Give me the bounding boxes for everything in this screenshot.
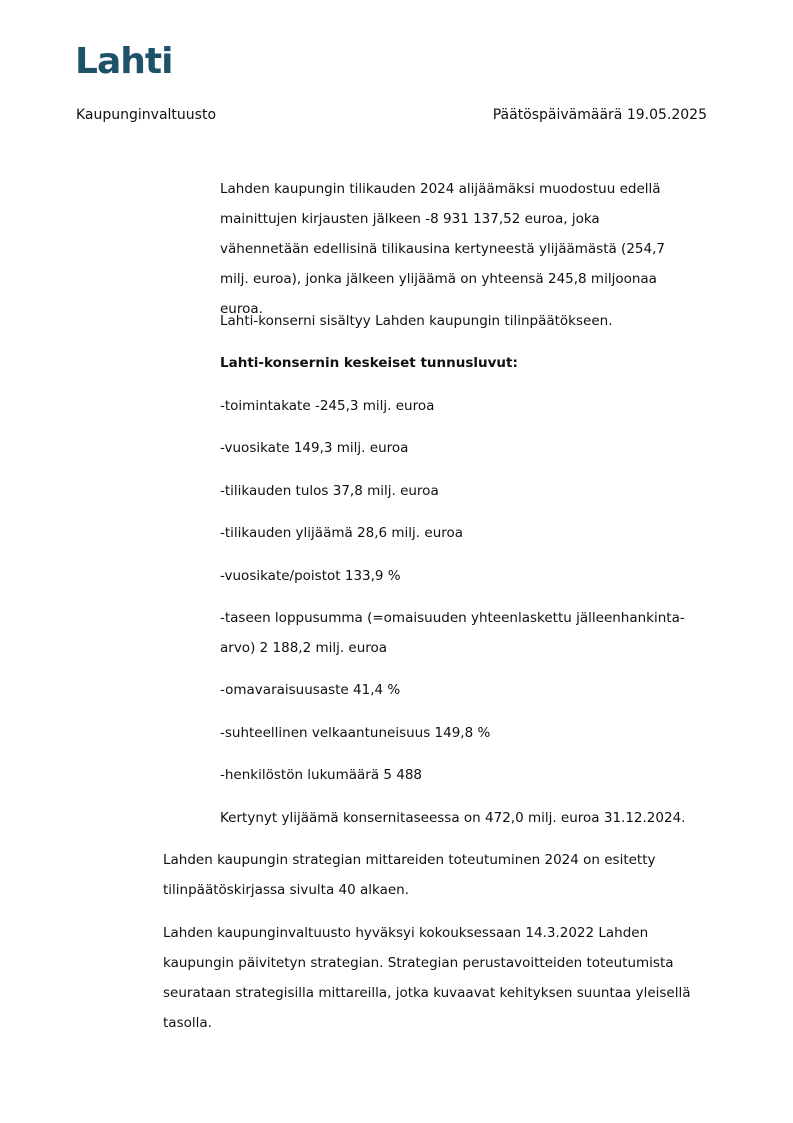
key-figures-heading-block xyxy=(220,348,720,378)
strategy-paragraph-1 xyxy=(163,845,663,905)
key-figure-margin-depreciation: -vuosikate/poistot 133,9 % xyxy=(220,568,401,584)
key-figure-balance-total: -taseen loppusumma (=omaisuuden yhteenlaskettu jälleenhankinta-arvo) 2 188,2 milj. euroa xyxy=(220,610,685,656)
accumulated-surplus-block xyxy=(220,803,720,833)
key-figure-surplus: -tilikauden ylijäämä 28,6 milj. euroa xyxy=(220,525,464,541)
key-figure-result: -tilikauden tulos 37,8 milj. euroa xyxy=(220,483,439,499)
deficit-paragraph xyxy=(220,174,690,324)
decision-date: Päätöspäivämäärä 19.05.2025 xyxy=(492,107,707,123)
key-figure-relative-debt: -suhteellinen velkaantuneisuus 149,8 % xyxy=(220,725,491,741)
strategy-paragraph-2 xyxy=(163,918,723,1038)
consolidation-paragraph xyxy=(220,306,720,336)
key-figure-item xyxy=(220,760,720,790)
consolidation-text: Lahti-konserni sisältyy Lahden kaupungin tilinpäätökseen. xyxy=(220,313,613,329)
deficit-text: Lahden kaupungin tilikauden 2024 alijäämäksi muodostuu edellä mainittujen kirjausten jälkeen -8 931 137,52 euroa, joka vähennetään edellisinä tilikausina kertyneestä ylijäämästä (254,7 milj. euroa), jonka jälkeen ylijäämä on yhteensä 245,8 miljoonaa euroa. xyxy=(220,181,665,317)
key-figure-item xyxy=(220,603,720,663)
key-figure-item xyxy=(220,518,720,548)
lahti-logo: Lahti xyxy=(75,41,173,82)
document-organ: Kaupunginvaltuusto xyxy=(76,107,217,123)
accumulated-surplus-text: Kertynyt ylijäämä konsernitaseessa on 472,0 milj. euroa 31.12.2024. xyxy=(220,810,686,826)
key-figure-operating-margin: -toimintakate -245,3 milj. euroa xyxy=(220,398,435,414)
key-figure-item xyxy=(220,561,720,591)
key-figure-personnel: -henkilöstön lukumäärä 5 488 xyxy=(220,767,423,783)
key-figure-item xyxy=(220,718,720,748)
key-figure-item xyxy=(220,391,720,421)
key-figure-equity-ratio: -omavaraisuusaste 41,4 % xyxy=(220,682,401,698)
strategy-text-2: Lahden kaupunginvaltuusto hyväksyi kokouksessaan 14.3.2022 Lahden kaupungin päivitetyn strategian. Strategian perustavoitteiden toteutumista seurataan strategisilla mittareilla, jotka kuvaavat kehityksen suuntaa yleisellä tasolla. xyxy=(163,925,691,1031)
key-figure-item xyxy=(220,433,720,463)
key-figures-heading: Lahti-konsernin keskeiset tunnusluvut: xyxy=(220,355,518,371)
key-figure-item xyxy=(220,675,720,705)
strategy-text-1: Lahden kaupungin strategian mittareiden toteutuminen 2024 on esitetty tilinpäätöskirjassa sivulta 40 alkaen. xyxy=(163,852,656,898)
key-figure-annual-margin: -vuosikate 149,3 milj. euroa xyxy=(220,440,409,456)
key-figure-item xyxy=(220,476,720,506)
